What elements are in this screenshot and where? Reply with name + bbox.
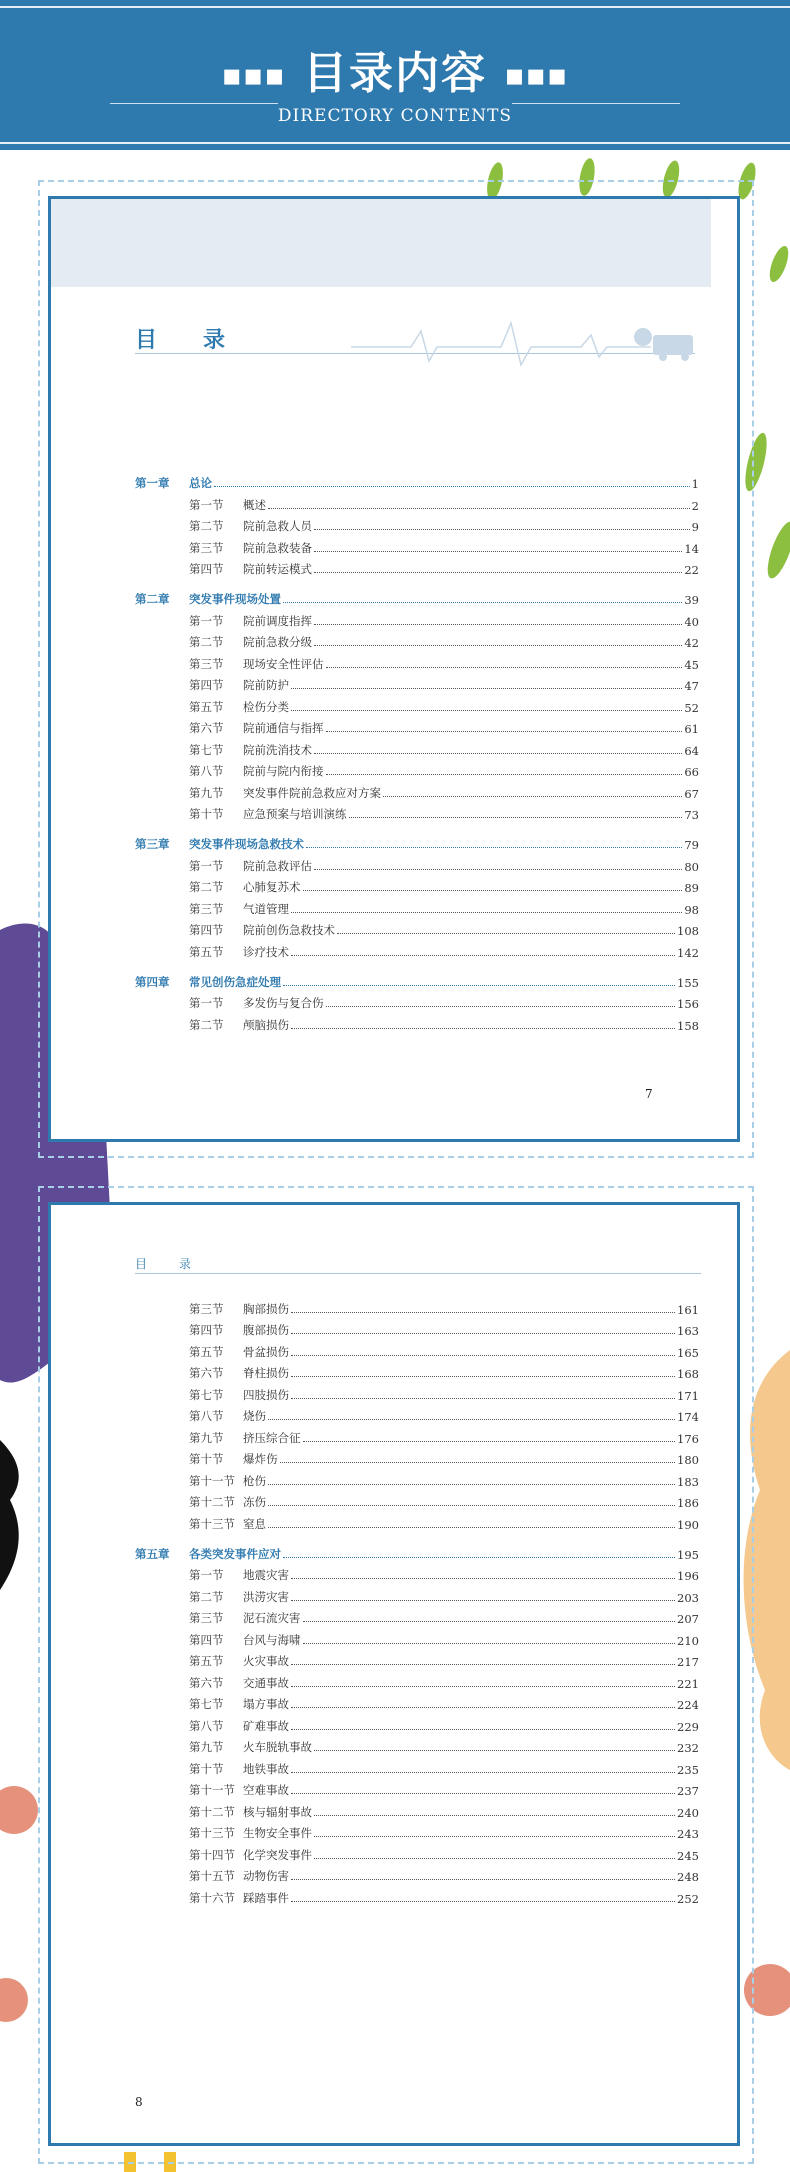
- toc-section-row: [135, 1669, 699, 1691]
- entry-page-number: 39: [684, 593, 699, 607]
- toc-section-row: [135, 1712, 699, 1734]
- section-label: 第十节: [189, 807, 224, 821]
- entry-title: 踩踏事件: [243, 1890, 289, 1905]
- entry-page-number: 217: [677, 1655, 699, 1669]
- entry-title: 动物伤害: [243, 1869, 289, 1883]
- section-label: 第四节: [189, 923, 224, 937]
- toc-section-row: [135, 672, 699, 694]
- entry-page-number: 210: [677, 1633, 699, 1648]
- entry-page-number: 155: [677, 975, 699, 990]
- entry-title: 突发事件现场处置: [189, 592, 281, 606]
- dot-leader: [326, 774, 683, 775]
- entry-page-number: 66: [684, 765, 699, 779]
- section-label: 第九节: [189, 1740, 224, 1754]
- page-number: 7: [645, 1087, 653, 1101]
- entry-page-number: 176: [677, 1431, 699, 1446]
- toc-section-row: [135, 607, 699, 629]
- toc-section-row: [135, 938, 699, 960]
- toc-section-row: [135, 1777, 699, 1799]
- section-label: 第十三节: [189, 1516, 235, 1531]
- toc-section-row: [135, 1841, 699, 1863]
- entry-title: 爆炸伤: [243, 1452, 278, 1466]
- entry-page-number: 47: [684, 679, 699, 693]
- entry-page-number: 45: [684, 657, 699, 672]
- entry-title: 骨盆损伤: [243, 1344, 289, 1359]
- dots-ornament: ▪▪▪: [504, 58, 569, 93]
- entry-page-number: 165: [677, 1345, 699, 1360]
- dot-leader: [291, 1729, 675, 1730]
- dot-leader: [314, 551, 682, 552]
- toc-section-row: [135, 693, 699, 715]
- black-paint-decoration: [0, 1440, 30, 1600]
- toc-section-row: [135, 1820, 699, 1842]
- dot-leader: [314, 572, 682, 573]
- dot-leader: [306, 847, 682, 848]
- entry-title: 腹部损伤: [243, 1323, 289, 1337]
- section-label: 第十二节: [189, 1495, 235, 1509]
- entry-page-number: 89: [684, 881, 699, 895]
- entry-page-number: 79: [684, 838, 699, 852]
- entry-title: 洪涝灾害: [243, 1589, 289, 1604]
- dot-leader: [303, 890, 683, 891]
- entry-page-number: 64: [684, 743, 699, 758]
- section-label: 第五节: [189, 699, 224, 714]
- entry-page-number: 180: [677, 1453, 699, 1467]
- entry-page-number: 1: [691, 477, 699, 491]
- section-label: 第十一节: [189, 1783, 235, 1797]
- entry-page-number: 158: [677, 1018, 699, 1033]
- banner-rule: [512, 103, 680, 104]
- leaf-decoration: [766, 244, 790, 284]
- dot-leader: [214, 486, 690, 487]
- entry-page-number: 42: [684, 636, 699, 650]
- section-label: 第一节: [189, 858, 224, 873]
- toc-section-row: [135, 534, 699, 556]
- entry-title: 枪伤: [243, 1473, 266, 1488]
- dot-leader: [314, 1750, 675, 1751]
- toc-section-row: [135, 1489, 699, 1511]
- dot-leader: [291, 1333, 675, 1334]
- entry-title: 院前急救人员: [243, 519, 312, 533]
- entry-page-number: 235: [677, 1762, 699, 1777]
- entry-title: 现场安全性评估: [243, 656, 324, 671]
- toc-section-row: [135, 1734, 699, 1756]
- entry-title: 常见创伤急症处理: [189, 974, 281, 989]
- section-label: 第七节: [189, 1387, 224, 1402]
- banner-stripe: [0, 6, 790, 8]
- section-label: 第二节: [189, 1017, 224, 1032]
- dot-leader: [291, 1028, 675, 1029]
- entry-title: 化学突发事件: [243, 1847, 312, 1862]
- entry-title: 院前转运模式: [243, 562, 312, 576]
- banner-subtitle: DIRECTORY CONTENTS: [277, 106, 513, 126]
- section-label: 第十六节: [189, 1890, 235, 1905]
- dot-leader: [283, 985, 675, 986]
- entry-title: 院前洗消技术: [243, 742, 312, 757]
- dot-leader: [314, 645, 682, 646]
- entry-title: 颅脑损伤: [243, 1017, 289, 1032]
- entry-page-number: 248: [677, 1870, 699, 1884]
- dot-leader: [291, 1772, 675, 1773]
- toc-chapter-row: [135, 583, 699, 607]
- entry-title: 院前急救分级: [243, 635, 312, 649]
- toc-chapter-row: [135, 1538, 699, 1562]
- entry-title: 应急预案与培训演练: [243, 807, 347, 821]
- dot-leader: [291, 1793, 675, 1794]
- toc-section-row: [135, 1562, 699, 1584]
- dot-leader: [283, 602, 682, 603]
- entry-page-number: 163: [677, 1324, 699, 1338]
- toc-section-row: [135, 758, 699, 780]
- dot-leader: [283, 1557, 675, 1558]
- toc-section-row: [135, 629, 699, 651]
- dot-leader: [268, 1527, 675, 1528]
- entry-title: 窒息: [243, 1516, 266, 1531]
- dot-leader: [268, 1419, 675, 1420]
- entry-page-number: 186: [677, 1496, 699, 1510]
- entry-title: 四肢损伤: [243, 1387, 289, 1402]
- section-label: 第一节: [189, 497, 224, 512]
- dot-leader: [268, 508, 690, 509]
- entry-title: 交通事故: [243, 1675, 289, 1690]
- toc-section-row: [135, 556, 699, 578]
- banner-title-text: 目录内容: [303, 48, 487, 99]
- header-banner: [0, 0, 790, 150]
- chapter-label: 第二章: [135, 592, 170, 606]
- entry-title: 塌方事故: [243, 1697, 289, 1711]
- entry-page-number: 9: [691, 520, 699, 534]
- toc-list: [135, 1295, 699, 1906]
- toc-section-row: [135, 1424, 699, 1446]
- dot-leader: [291, 1398, 675, 1399]
- section-label: 第三节: [189, 901, 224, 916]
- dot-leader: [291, 1664, 675, 1665]
- dot-leader: [291, 1578, 675, 1579]
- entry-page-number: 224: [677, 1698, 699, 1712]
- section-label: 第六节: [189, 1675, 224, 1690]
- entry-page-number: 171: [677, 1388, 699, 1403]
- entry-title: 各类突发事件应对: [189, 1546, 281, 1561]
- entry-title: 院前急救装备: [243, 540, 312, 555]
- toc-section-row: [135, 852, 699, 874]
- entry-page-number: 156: [677, 997, 699, 1011]
- dot-leader: [291, 1376, 675, 1377]
- dot-leader: [291, 688, 682, 689]
- toc-section-row: [135, 1626, 699, 1648]
- entry-title: 心肺复苏术: [243, 880, 301, 894]
- toc-section-row: [135, 1583, 699, 1605]
- entry-title: 检伤分类: [243, 699, 289, 714]
- section-label: 第七节: [189, 1697, 224, 1711]
- section-label: 第二节: [189, 635, 224, 649]
- toc-section-row: [135, 874, 699, 896]
- dot-leader: [349, 817, 683, 818]
- dots-ornament: ▪▪▪: [221, 58, 286, 93]
- entry-title: 院前创伤急救技术: [243, 923, 335, 937]
- toc-section-row: [135, 779, 699, 801]
- toc-page-2: [48, 1202, 740, 2146]
- section-label: 第七节: [189, 742, 224, 757]
- page-number: 8: [135, 2095, 143, 2109]
- entry-page-number: 161: [677, 1302, 699, 1317]
- toc-section-row: [135, 1403, 699, 1425]
- entry-title: 地铁事故: [243, 1761, 289, 1776]
- section-label: 第六节: [189, 1366, 224, 1380]
- dot-leader: [326, 667, 683, 668]
- toc-section-row: [135, 1863, 699, 1885]
- section-label: 第九节: [189, 785, 224, 800]
- dot-leader: [314, 1815, 675, 1816]
- entry-page-number: 190: [677, 1517, 699, 1532]
- dot-leader: [314, 869, 682, 870]
- section-label: 第八节: [189, 1718, 224, 1733]
- section-label: 第三节: [189, 1611, 224, 1625]
- entry-title: 台风与海啸: [243, 1632, 301, 1647]
- entry-title: 诊疗技术: [243, 944, 289, 959]
- toc-section-row: [135, 1648, 699, 1670]
- entry-title: 冻伤: [243, 1495, 266, 1509]
- chapter-label: 第一章: [135, 476, 170, 490]
- dot-leader: [303, 1621, 676, 1622]
- toc-chapter-row: [135, 966, 699, 990]
- section-label: 第三节: [189, 656, 224, 671]
- toc-section-row: [135, 1446, 699, 1468]
- entry-page-number: 108: [677, 924, 699, 938]
- entry-page-number: 196: [677, 1569, 699, 1583]
- toc-section-row: [135, 1467, 699, 1489]
- entry-title: 院前通信与指挥: [243, 721, 324, 735]
- toc-section-row: [135, 1755, 699, 1777]
- toc-section-row: [135, 736, 699, 758]
- entry-page-number: 142: [677, 945, 699, 960]
- toc-page-1: [48, 196, 740, 1142]
- section-label: 第五节: [189, 1654, 224, 1668]
- toc-section-row: [135, 1510, 699, 1532]
- dot-leader: [314, 1836, 675, 1837]
- entry-page-number: 232: [677, 1741, 699, 1755]
- entry-title: 院前防护: [243, 678, 289, 692]
- heading-rule: [135, 1273, 701, 1274]
- entry-page-number: 174: [677, 1410, 699, 1424]
- section-label: 第十二节: [189, 1804, 235, 1819]
- dot-leader: [291, 710, 682, 711]
- section-label: 第十三节: [189, 1826, 235, 1840]
- page-header-band: [51, 199, 711, 287]
- dot-leader: [291, 1879, 675, 1880]
- section-label: 第九节: [189, 1430, 224, 1445]
- section-label: 第十节: [189, 1452, 224, 1466]
- section-label: 第二节: [189, 880, 224, 894]
- entry-title: 气道管理: [243, 901, 289, 916]
- entry-page-number: 52: [684, 700, 699, 715]
- entry-title: 总论: [189, 476, 212, 490]
- toc-section-row: [135, 1338, 699, 1360]
- entry-title: 脊柱损伤: [243, 1366, 289, 1380]
- entry-title: 院前与院内衔接: [243, 764, 324, 778]
- toc-section-row: [135, 1317, 699, 1339]
- entry-page-number: 168: [677, 1367, 699, 1381]
- entry-title: 概述: [243, 497, 266, 512]
- dot-leader: [303, 1643, 676, 1644]
- section-label: 第六节: [189, 721, 224, 735]
- entry-title: 胸部损伤: [243, 1301, 289, 1316]
- entry-title: 泥石流灾害: [243, 1611, 301, 1625]
- leaf-decoration: [762, 519, 790, 582]
- section-label: 第八节: [189, 764, 224, 778]
- section-label: 第二节: [189, 1589, 224, 1604]
- toc-list: [135, 467, 699, 1033]
- banner-rule: [110, 103, 278, 104]
- dot-leader: [314, 753, 682, 754]
- toc-section-row: [135, 1381, 699, 1403]
- section-label: 第一节: [189, 613, 224, 628]
- toc-section-row: [135, 1360, 699, 1382]
- dot-leader: [303, 1441, 676, 1442]
- section-label: 第八节: [189, 1409, 224, 1423]
- dot-leader: [291, 1600, 675, 1601]
- dot-leader: [291, 1901, 675, 1902]
- dot-leader: [314, 1858, 675, 1859]
- toc-section-row: [135, 917, 699, 939]
- entry-title: 院前调度指挥: [243, 613, 312, 628]
- section-label: 第四节: [189, 562, 224, 576]
- dot-leader: [291, 1312, 675, 1313]
- chapter-label: 第三章: [135, 837, 170, 851]
- entry-page-number: 252: [677, 1891, 699, 1906]
- entry-title: 突发事件院前急救应对方案: [243, 785, 381, 800]
- section-label: 第四节: [189, 678, 224, 692]
- section-label: 第十五节: [189, 1869, 235, 1883]
- entry-title: 火车脱轨事故: [243, 1740, 312, 1754]
- entry-page-number: 80: [684, 859, 699, 874]
- toc-chapter-row: [135, 828, 699, 852]
- entry-title: 烧伤: [243, 1409, 266, 1423]
- toc-section-row: [135, 715, 699, 737]
- banner-title: [0, 44, 790, 106]
- section-label: 第二节: [189, 519, 224, 533]
- entry-page-number: 240: [677, 1805, 699, 1820]
- toc-section-row: [135, 1011, 699, 1033]
- entry-page-number: 40: [684, 614, 699, 629]
- entry-title: 矿难事故: [243, 1718, 289, 1733]
- section-label: 第十节: [189, 1761, 224, 1776]
- chapter-label: 第四章: [135, 974, 170, 989]
- dot-leader: [268, 1484, 675, 1485]
- entry-page-number: 221: [677, 1676, 699, 1691]
- toc-section-row: [135, 513, 699, 535]
- entry-page-number: 73: [684, 808, 699, 822]
- toc-heading: 目 录: [135, 328, 238, 353]
- entry-page-number: 195: [677, 1547, 699, 1562]
- dot-leader: [314, 529, 690, 530]
- entry-page-number: 183: [677, 1474, 699, 1489]
- entry-title: 挤压综合征: [243, 1430, 301, 1445]
- entry-page-number: 207: [677, 1612, 699, 1626]
- toc-section-row: [135, 1295, 699, 1317]
- dot-leader: [337, 933, 675, 934]
- section-label: 第一节: [189, 996, 224, 1010]
- entry-page-number: 243: [677, 1827, 699, 1841]
- entry-page-number: 237: [677, 1784, 699, 1798]
- dot-leader: [291, 955, 675, 956]
- toc-section-row: [135, 1884, 699, 1906]
- toc-section-row: [135, 491, 699, 513]
- dot-leader: [383, 796, 682, 797]
- toc-section-row: [135, 990, 699, 1012]
- entry-title: 地震灾害: [243, 1568, 289, 1582]
- section-label: 第五节: [189, 1344, 224, 1359]
- dot-leader: [291, 1686, 675, 1687]
- section-label: 第十一节: [189, 1473, 235, 1488]
- entry-page-number: 203: [677, 1590, 699, 1605]
- entry-title: 空难事故: [243, 1783, 289, 1797]
- entry-title: 突发事件现场急救技术: [189, 837, 304, 851]
- toc-section-row: [135, 1605, 699, 1627]
- dot-leader: [268, 1505, 675, 1506]
- entry-title: 核与辐射事故: [243, 1804, 312, 1819]
- dot-leader: [291, 1355, 675, 1356]
- entry-page-number: 2: [691, 498, 699, 513]
- section-label: 第五节: [189, 944, 224, 959]
- toc-section-row: [135, 1691, 699, 1713]
- running-heading: 目 录: [135, 1257, 202, 1271]
- dot-leader: [314, 624, 682, 625]
- section-label: 第三节: [189, 540, 224, 555]
- toc-section-row: [135, 895, 699, 917]
- entry-page-number: 14: [684, 541, 699, 556]
- toc-section-row: [135, 801, 699, 823]
- entry-title: 院前急救评估: [243, 858, 312, 873]
- entry-page-number: 61: [684, 722, 699, 736]
- chapter-label: 第五章: [135, 1546, 170, 1561]
- entry-page-number: 229: [677, 1719, 699, 1734]
- toc-chapter-row: [135, 467, 699, 491]
- toc-section-row: [135, 1798, 699, 1820]
- section-label: 第四节: [189, 1323, 224, 1337]
- dot-leader: [291, 912, 682, 913]
- dot-leader: [326, 731, 683, 732]
- entry-page-number: 245: [677, 1848, 699, 1863]
- heartbeat-ambulance-graphic: [351, 317, 711, 367]
- entry-title: 生物安全事件: [243, 1826, 312, 1840]
- entry-title: 多发伤与复合伤: [243, 996, 324, 1010]
- section-label: 第十四节: [189, 1847, 235, 1862]
- section-label: 第三节: [189, 1301, 224, 1316]
- toc-section-row: [135, 650, 699, 672]
- entry-page-number: 67: [684, 786, 699, 801]
- dot-leader: [326, 1006, 676, 1007]
- entry-page-number: 22: [684, 563, 699, 577]
- banner-stripe: [0, 142, 790, 144]
- section-label: 第一节: [189, 1568, 224, 1582]
- entry-page-number: 98: [684, 902, 699, 917]
- section-label: 第四节: [189, 1632, 224, 1647]
- entry-title: 火灾事故: [243, 1654, 289, 1668]
- dot-leader: [280, 1462, 676, 1463]
- dot-leader: [291, 1707, 675, 1708]
